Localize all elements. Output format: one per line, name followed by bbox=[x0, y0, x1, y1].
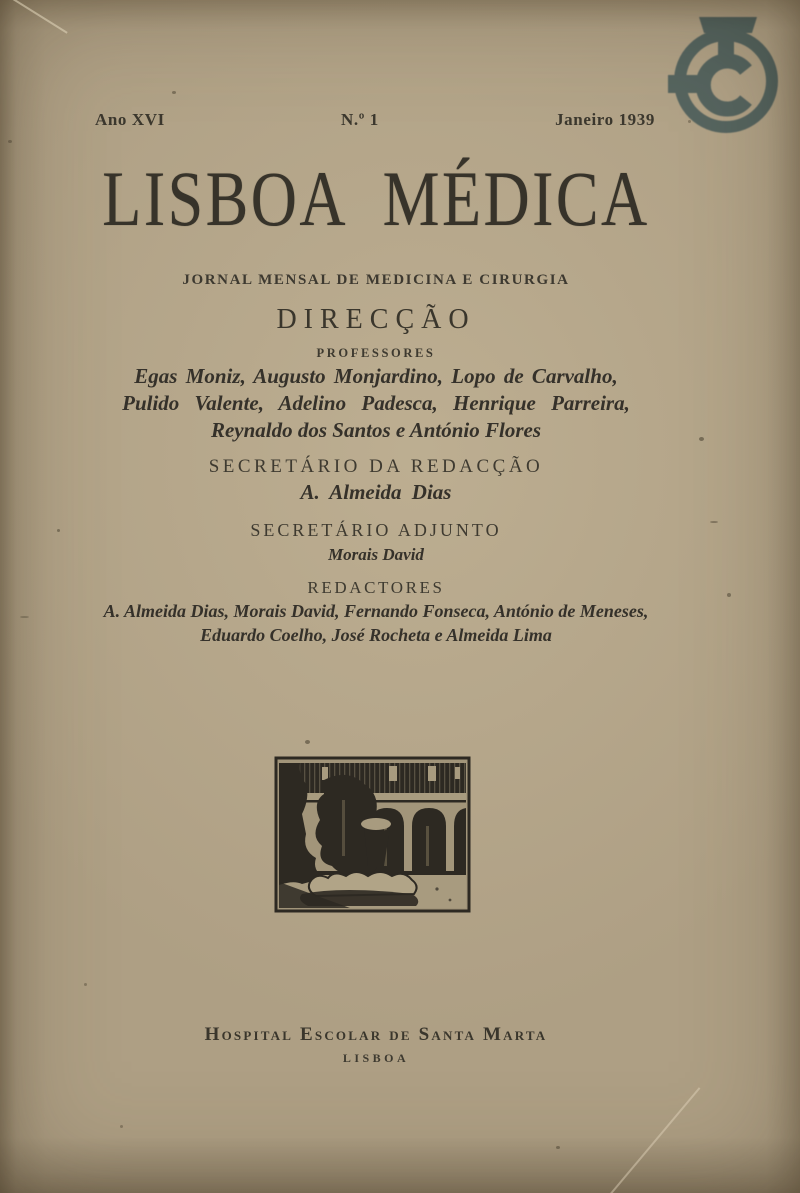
issue-date: Janeiro 1939 bbox=[555, 110, 655, 129]
redactores-line: Eduardo Coelho, José Rocheta e Almeida Lima bbox=[200, 625, 552, 645]
journal-title: LISBOA MÉDICA bbox=[102, 155, 650, 242]
issue-meta-row bbox=[95, 110, 655, 130]
paper-speck bbox=[8, 140, 12, 143]
secretario-adjunto-name: Morais David bbox=[328, 545, 424, 564]
direccao-heading: DIRECÇÃO bbox=[276, 304, 476, 335]
journal-subtitle: JORNAL MENSAL DE MEDICINA E CIRURGIA bbox=[182, 272, 570, 288]
volume-label: Ano XVI bbox=[95, 110, 165, 129]
paper-speck bbox=[305, 740, 310, 744]
professores-line: Pulido Valente, Adelino Padesca, Henrique Parreira, bbox=[122, 391, 630, 415]
secretario-redaccao-name: A. Almeida Dias bbox=[300, 480, 452, 504]
paper-speck bbox=[120, 1125, 123, 1128]
redactores-heading: REDACTORES bbox=[307, 578, 445, 597]
paper-crease bbox=[0, 0, 68, 34]
tc-monogram-stamp-icon bbox=[660, 8, 796, 150]
redactores-line: A. Almeida Dias, Morais David, Fernando Fonseca, António de Meneses, bbox=[103, 601, 649, 621]
redactores-names bbox=[0, 599, 752, 647]
paper-speck bbox=[556, 1146, 560, 1149]
city-name: LISBOA bbox=[342, 1051, 410, 1065]
secretario-redaccao-heading: SECRETÁRIO DA REDACÇÃO bbox=[208, 456, 544, 477]
secretario-adjunto-heading: SECRETÁRIO ADJUNTO bbox=[250, 520, 502, 540]
professores-names bbox=[0, 363, 752, 444]
professores-line: Egas Moniz, Augusto Monjardino, Lopo de Carvalho, bbox=[134, 364, 618, 388]
issue-number: N.º 1 bbox=[341, 110, 379, 129]
paper-crease bbox=[590, 1087, 701, 1193]
professores-line: Reynaldo dos Santos e António Flores bbox=[210, 418, 542, 442]
institution-name: Hospital Escolar de Santa Marta bbox=[204, 1024, 548, 1045]
paper-speck bbox=[172, 91, 176, 94]
professores-label: PROFESSORES bbox=[316, 346, 436, 360]
cloister-courtyard-engraving bbox=[272, 754, 473, 915]
paper-speck bbox=[84, 983, 87, 986]
